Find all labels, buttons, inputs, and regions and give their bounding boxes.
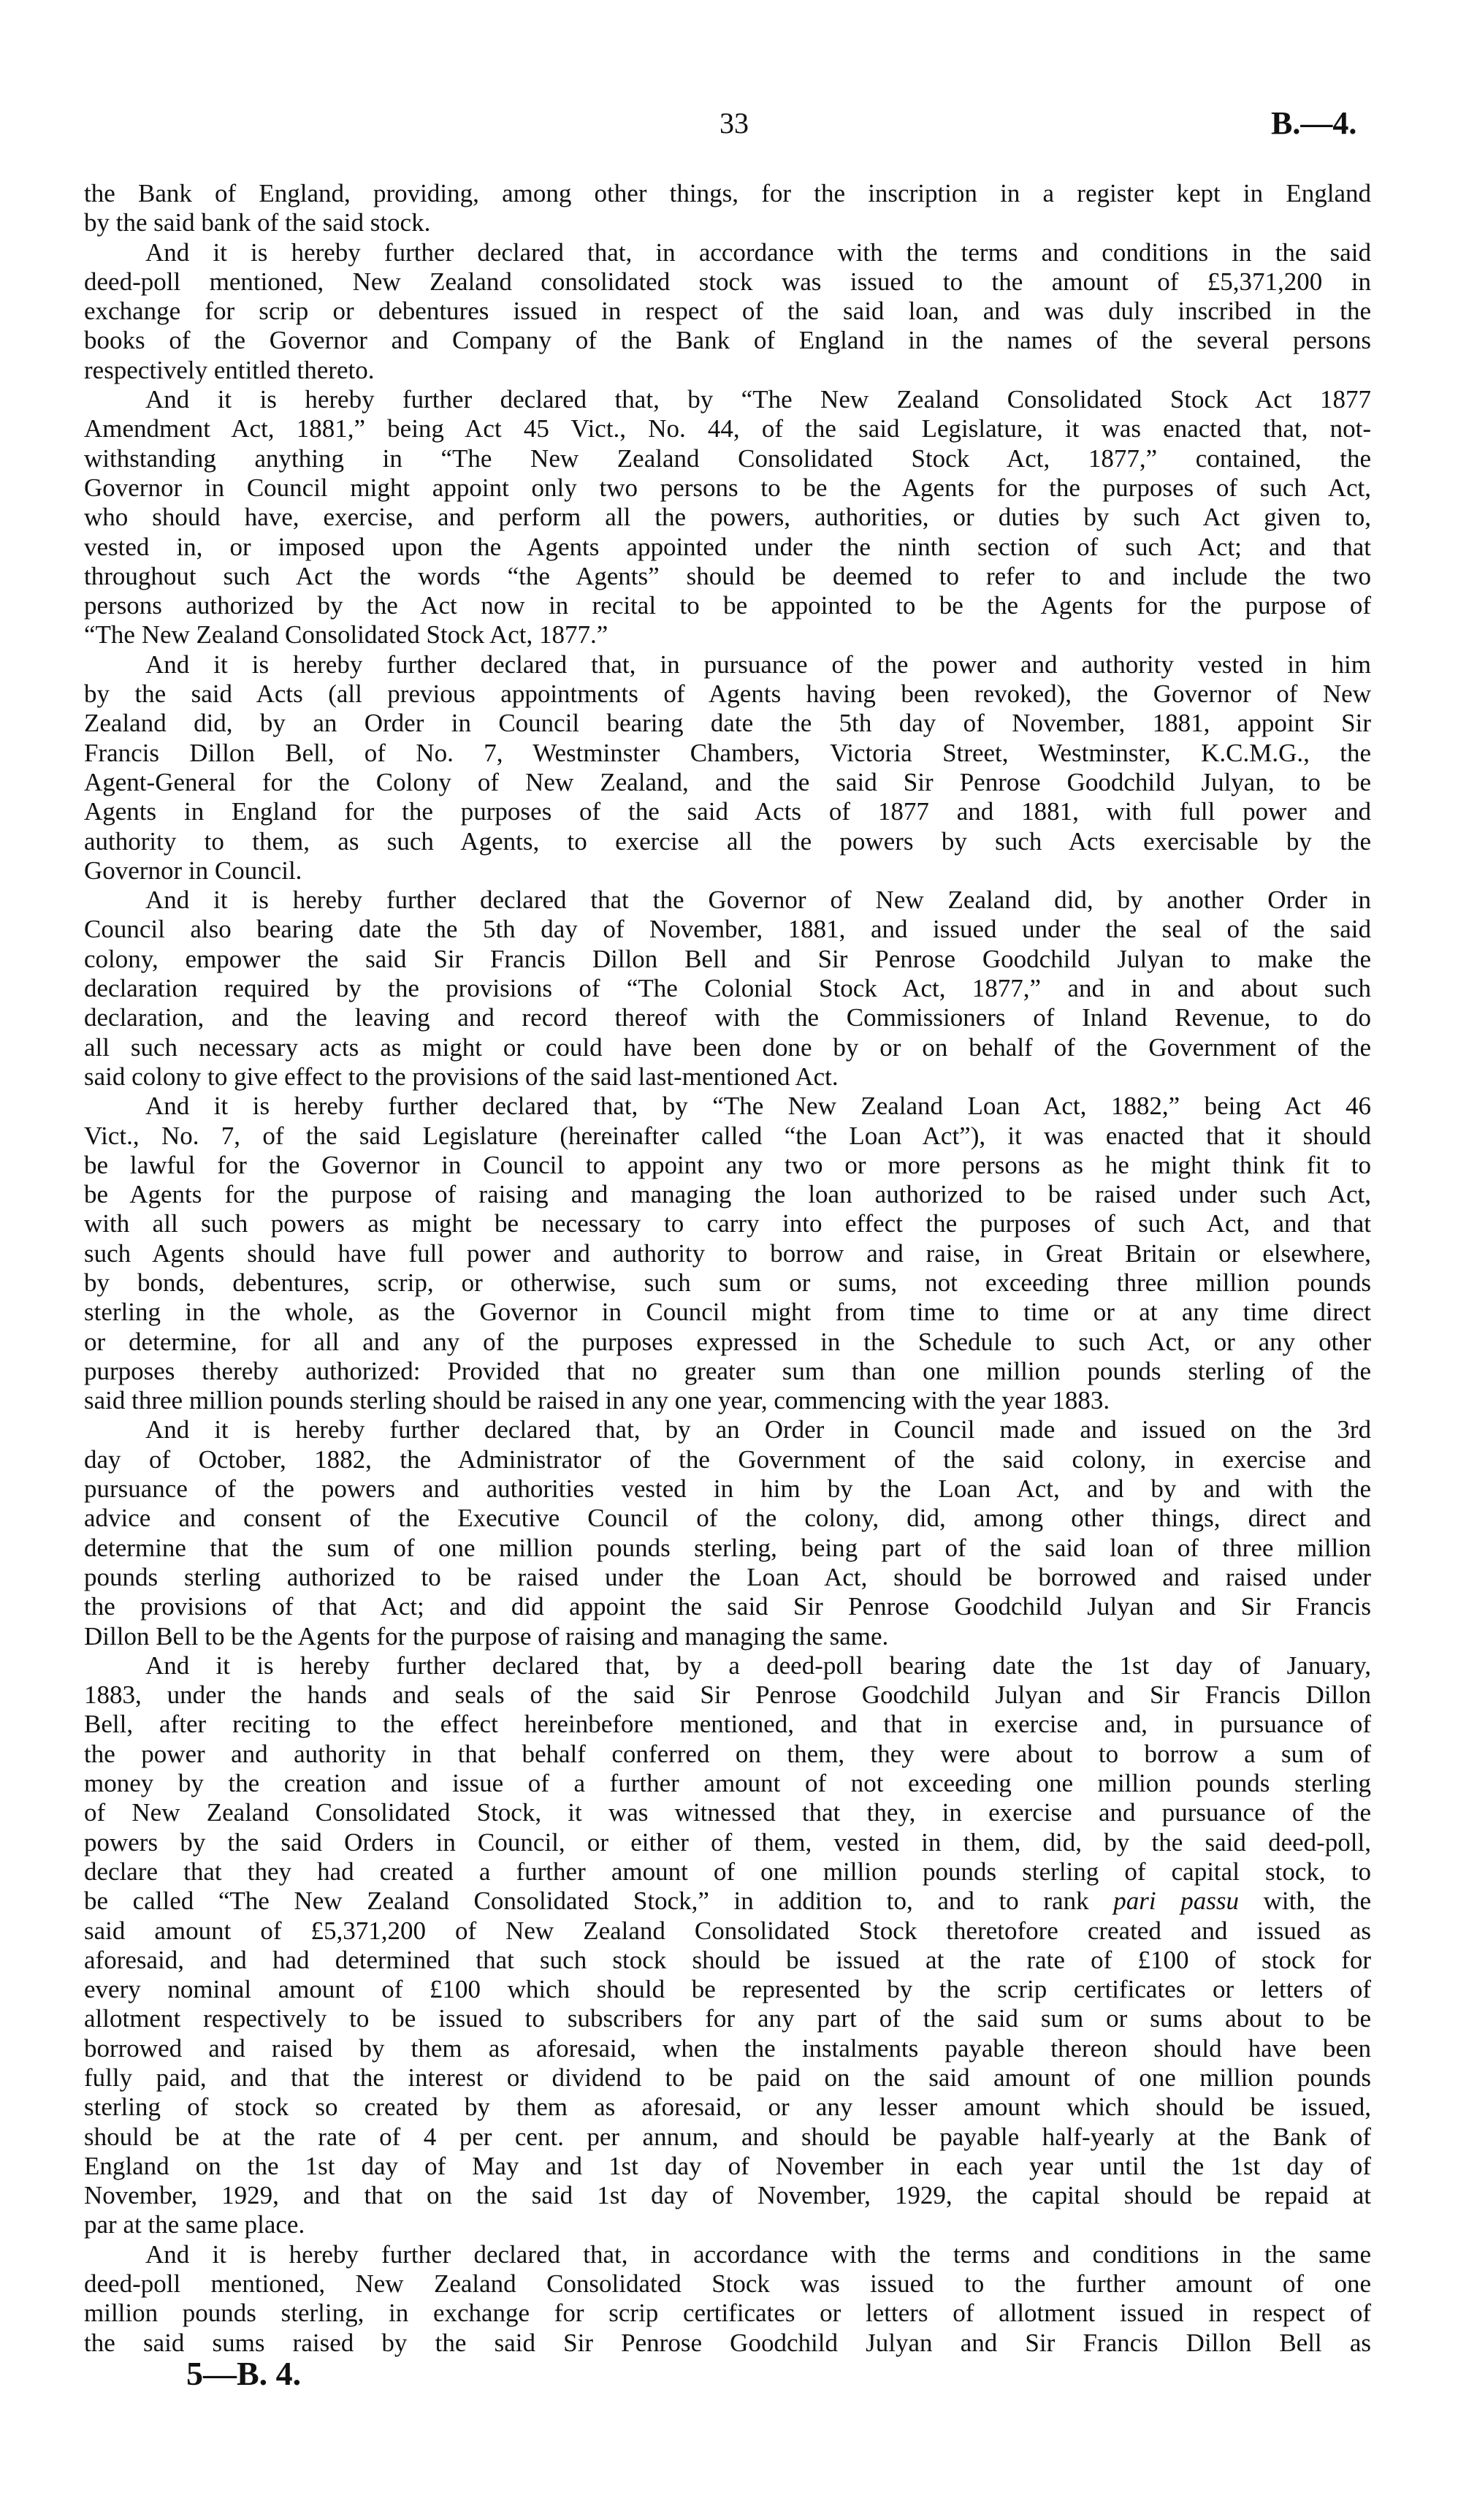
paragraph xyxy=(84,238,1371,385)
text-line: deed-poll mentioned, New Zealand consolidated stock was issued to the amount of £5,371,200 in xyxy=(84,267,1371,296)
text-line: colony, empower the said Sir Francis Dillon Bell and Sir Penrose Goodchild Julyan to make the xyxy=(84,944,1371,973)
text-line: And it is hereby further declared that, in accordance with the terms and conditions in the said xyxy=(145,237,1371,267)
text-line: powers by the said Orders in Council, or either of them, vested in them, did, by the said deed-poll, xyxy=(84,1827,1371,1857)
text-line: should be at the rate of 4 per cent. per annum, and should be payable half-yearly at the Bank of xyxy=(84,2122,1371,2151)
text-line: Agent-General for the Colony of New Zealand, and the said Sir Penrose Goodchild Julyan, to be xyxy=(84,767,1371,796)
text-line: And it is hereby further declared that, by a deed-poll bearing date the 1st day of January, xyxy=(145,1651,1371,1680)
text-line: be Agents for the purpose of raising and managing the loan authorized to be raised under such Act, xyxy=(84,1180,1371,1209)
text-line: throughout such Act the words “the Agents” should be deemed to refer to and include the two xyxy=(84,561,1371,590)
text-line: allotment respectively to be issued to subscribers for any part of the said sum or sums about to be xyxy=(84,2004,1371,2033)
text-line: And it is hereby further declared that the Governor of New Zealand did, by another Order in xyxy=(145,886,1371,915)
paragraph xyxy=(84,179,1371,238)
text-line: said colony to give effect to the provisions of the said last-mentioned Act. xyxy=(84,1062,839,1091)
text-line: or determine, for all and any of the purposes expressed in the Schedule to such Act, or any other xyxy=(84,1327,1371,1356)
document-reference: B.—4. xyxy=(1271,105,1357,141)
text-line: by bonds, debentures, scrip, or otherwise, such sum or sums, not exceeding three million pounds xyxy=(84,1268,1371,1297)
text-line: Bell, after reciting to the effect hereinbefore mentioned, and that in exercise and, in pursuance of xyxy=(84,1710,1371,1739)
text-line: all such necessary acts as might or could have been done by or on behalf of the Government of the xyxy=(84,1032,1371,1062)
text-line: Zealand did, by an Order in Council bearing date the 5th day of November, 1881, appoint Sir xyxy=(84,709,1371,738)
text-line: Amendment Act, 1881,” being Act 45 Vict., No. 44, of the said Legislature, it was enacted that, not- xyxy=(84,414,1371,444)
text-line: who should have, exercise, and perform all the powers, authorities, or duties by such Act given to, xyxy=(84,503,1371,532)
text-segment: with, the xyxy=(1238,1887,1372,1916)
text-line: respectively entitled thereto. xyxy=(84,355,375,384)
text-line: with all such powers as might be necessary to carry into effect the purposes of such Act, and that xyxy=(84,1209,1371,1238)
text-line: determine that the sum of one million pounds sterling, being part of the said loan of three million xyxy=(84,1533,1371,1562)
text-line: declaration required by the provisions of “The Colonial Stock Act, 1877,” and in and about such xyxy=(84,974,1371,1003)
text-line: withstanding anything in “The New Zealand Consolidated Stock Act, 1877,” contained, the xyxy=(84,444,1371,473)
paragraph xyxy=(84,2240,1371,2358)
text-line: the provisions of that Act; and did appoint the said Sir Penrose Goodchild Julyan and Sir Francis xyxy=(84,1592,1371,1621)
text-line: And it is hereby further declared that, by “The New Zealand Loan Act, 1882,” being Act 46 xyxy=(145,1092,1371,1121)
text-line xyxy=(84,1887,1371,1916)
text-line: Francis Dillon Bell, of No. 7, Westminster Chambers, Victoria Street, Westminster, K.C.M.G., the xyxy=(84,738,1371,767)
paragraph xyxy=(84,886,1371,1092)
text-line: And it is hereby further declared that, in pursuance of the power and authority vested in him xyxy=(145,650,1371,679)
text-line: declaration, and the leaving and record thereof with the Commissioners of Inland Revenue, to do xyxy=(84,1003,1371,1032)
text-line: said amount of £5,371,200 of New Zealand Consolidated Stock theretofore created and issued as xyxy=(84,1916,1371,1945)
text-line: of New Zealand Consolidated Stock, it was witnessed that they, in exercise and pursuance of the xyxy=(84,1798,1371,1827)
text-line: day of October, 1882, the Administrator of the Government of the said colony, in exercise and xyxy=(84,1444,1371,1474)
text-line: purposes thereby authorized: Provided that no greater sum than one million pounds sterling of the xyxy=(84,1356,1371,1385)
text-line: par at the same place. xyxy=(84,2210,305,2239)
italic-phrase: pari passu xyxy=(1113,1887,1239,1916)
text-line: Dillon Bell to be the Agents for the purpose of raising and managing the same. xyxy=(84,1621,889,1651)
text-line: the power and authority in that behalf conferred on them, they were about to borrow a sum of xyxy=(84,1739,1371,1768)
text-line: by the said bank of the said stock. xyxy=(84,208,431,237)
text-line: Agents in England for the purposes of the said Acts of 1877 and 1881, with full power and xyxy=(84,797,1371,826)
text-line: money by the creation and issue of a further amount of not exceeding one million pounds sterling xyxy=(84,1769,1371,1798)
text-line: 1883, under the hands and seals of the said Sir Penrose Goodchild Julyan and Sir Francis Dillon xyxy=(84,1680,1371,1710)
text-line: fully paid, and that the interest or dividend to be paid on the said amount of one million pounds xyxy=(84,2063,1371,2092)
text-line: declare that they had created a further amount of one million pounds sterling of capital stock, to xyxy=(84,1857,1371,1886)
paragraph xyxy=(84,1092,1371,1415)
text-segment: be called “The New Zealand Consolidated Stock,” in addition to, and to rank xyxy=(84,1887,1114,1916)
text-line: such Agents should have full power and authority to borrow and raise, in Great Britain or elsewhere, xyxy=(84,1238,1371,1268)
text-line: And it is hereby further declared that, by “The New Zealand Consolidated Stock Act 1877 xyxy=(145,385,1371,414)
body-text xyxy=(84,179,1371,2358)
paragraph xyxy=(84,1415,1371,1651)
text-line: authority to them, as such Agents, to exercise all the powers by such Acts exercisable by the xyxy=(84,826,1371,856)
page-number: 33 xyxy=(720,107,749,140)
text-line: sterling in the whole, as the Governor in Council might from time to time or at any time direct xyxy=(84,1298,1371,1327)
paragraph xyxy=(84,1651,1371,2240)
text-line: persons authorized by the Act now in recital to be appointed to be the Agents for the purpose of xyxy=(84,591,1371,620)
text-line: sterling of stock so created by them as aforesaid, or any lesser amount which should be issued, xyxy=(84,2093,1371,2122)
text-line: Governor in Council might appoint only two persons to be the Agents for the purposes of such Act, xyxy=(84,473,1371,502)
text-line: pursuance of the powers and authorities vested in him by the Loan Act, and by and with the xyxy=(84,1474,1371,1504)
text-line: Governor in Council. xyxy=(84,856,302,885)
text-line: by the said Acts (all previous appointments of Agents having been revoked), the Governor of New xyxy=(84,680,1371,709)
paragraph xyxy=(84,385,1371,650)
text-line: said three million pounds sterling should be raised in any one year, commencing with the year 1883. xyxy=(84,1386,1110,1415)
text-line: the said sums raised by the said Sir Penrose Goodchild Julyan and Sir Francis Dillon Bell as xyxy=(84,2328,1371,2357)
text-line: deed-poll mentioned, New Zealand Consolidated Stock was issued to the further amount of one xyxy=(84,2269,1371,2299)
paragraph xyxy=(84,650,1371,886)
text-line: million pounds sterling, in exchange for scrip certificates or letters of allotment issued in respect of xyxy=(84,2299,1371,2328)
text-line: England on the 1st day of May and 1st day of November in each year until the 1st day of xyxy=(84,2151,1371,2180)
text-line: vested in, or imposed upon the Agents appointed under the ninth section of such Act; and that xyxy=(84,532,1371,561)
text-line: be lawful for the Governor in Council to appoint any two or more persons as he might think fit to xyxy=(84,1150,1371,1179)
text-line: the Bank of England, providing, among other things, for the inscription in a register kept in England xyxy=(84,179,1371,208)
text-line: advice and consent of the Executive Council of the colony, did, among other things, direct and xyxy=(84,1504,1371,1533)
text-line: And it is hereby further declared that, by an Order in Council made and issued on the 3rd xyxy=(145,1415,1371,1444)
text-line: November, 1929, and that on the said 1st day of November, 1929, the capital should be repaid at xyxy=(84,2181,1371,2210)
text-line: Council also bearing date the 5th day of November, 1881, and issued under the seal of the said xyxy=(84,915,1371,944)
text-line: exchange for scrip or debentures issued in respect of the said loan, and was duly inscribed in the xyxy=(84,297,1371,326)
signature-mark: 5—B. 4. xyxy=(186,2355,302,2392)
text-line: borrowed and raised by them as aforesaid, when the instalments payable thereon should have been xyxy=(84,2033,1371,2063)
text-line: pounds sterling authorized to be raised under the Loan Act, should be borrowed and raised under xyxy=(84,1562,1371,1591)
text-line: “The New Zealand Consolidated Stock Act, 1877.” xyxy=(84,620,608,650)
text-line: And it is hereby further declared that, in accordance with the terms and conditions in the same xyxy=(145,2239,1371,2269)
text-line: aforesaid, and had determined that such stock should be issued at the rate of £100 of stock for xyxy=(84,1945,1371,1974)
text-line: books of the Governor and Company of the Bank of England in the names of the several persons xyxy=(84,326,1371,355)
text-line: Vict., No. 7, of the said Legislature (hereinafter called “the Loan Act”), it was enacted that it should xyxy=(84,1121,1371,1150)
text-line: every nominal amount of £100 which should be represented by the scrip certificates or letters of xyxy=(84,1975,1371,2004)
